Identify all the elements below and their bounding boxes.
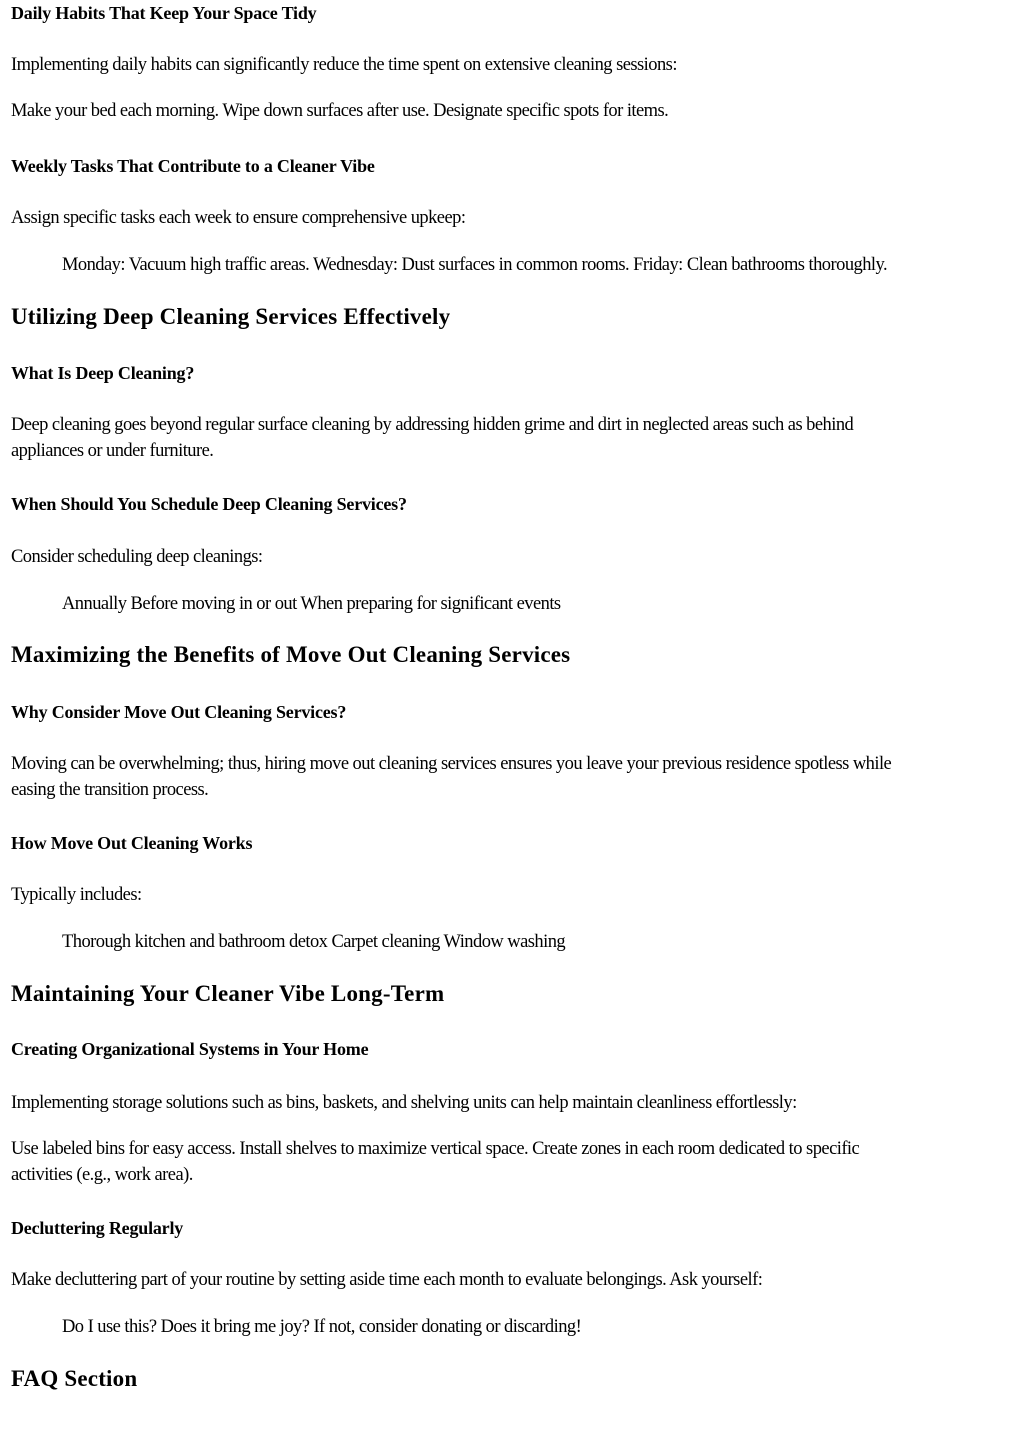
heading-daily-habits: Daily Habits That Keep Your Space Tidy: [11, 3, 317, 23]
heading-what-is-deep-cleaning: What Is Deep Cleaning?: [11, 363, 195, 383]
heading-organizational-systems: Creating Organizational Systems in Your Home: [11, 1039, 369, 1059]
list-move-out-includes: Thorough kitchen and bathroom detox Carpet cleaning Window washing: [62, 932, 566, 952]
paragraph-consider-scheduling: Consider scheduling deep cleanings:: [11, 547, 263, 567]
paragraph-decluttering-routine: Make decluttering part of your routine by setting aside time each month to evaluate belongings. Ask yourself:: [11, 1270, 763, 1290]
heading-weekly-tasks: Weekly Tasks That Contribute to a Cleaner Vibe: [11, 156, 375, 176]
list-weekly-tasks: Monday: Vacuum high traffic areas. Wednesday: Dust surfaces in common rooms. Friday: Clean bathrooms thoroughly.: [62, 255, 888, 275]
paragraph-move-out-line-1: Moving can be overwhelming; thus, hiring move out cleaning services ensures you leave your previous residence spotless while: [11, 754, 892, 774]
list-decluttering-questions: Do I use this? Does it bring me joy? If not, consider donating or discarding!: [62, 1317, 582, 1337]
heading-decluttering-regularly: Decluttering Regularly: [11, 1218, 184, 1238]
paragraph-move-out-line-2: easing the transition process.: [11, 780, 209, 800]
list-scheduling-times: Annually Before moving in or out When preparing for significant events: [62, 594, 561, 614]
paragraph-deep-cleaning-line-2: appliances or under furniture.: [11, 441, 214, 461]
paragraph-storage-solutions: Implementing storage solutions such as bins, baskets, and shelving units can help maintain cleanliness effortlessly:: [11, 1093, 797, 1113]
paragraph-typically-includes: Typically includes:: [11, 885, 142, 905]
heading-why-move-out-cleaning: Why Consider Move Out Cleaning Services?: [11, 702, 347, 722]
paragraph-daily-habits-intro: Implementing daily habits can significantly reduce the time spent on extensive cleaning sessions:: [11, 55, 677, 75]
paragraph-organization-tips-line-1: Use labeled bins for easy access. Install shelves to maximize vertical space. Create zones in each room dedicated to specific: [11, 1139, 860, 1159]
heading-how-move-out-works: How Move Out Cleaning Works: [11, 833, 253, 853]
paragraph-daily-habits-list: Make your bed each morning. Wipe down surfaces after use. Designate specific spots for items.: [11, 101, 669, 121]
paragraph-deep-cleaning-line-1: Deep cleaning goes beyond regular surface cleaning by addressing hidden grime and dirt in neglected areas such as behind: [11, 415, 854, 435]
heading-move-out-cleaning: Maximizing the Benefits of Move Out Cleaning Services: [11, 642, 571, 667]
heading-faq-section: FAQ Section: [11, 1366, 138, 1391]
heading-when-schedule-deep-cleaning: When Should You Schedule Deep Cleaning Services?: [11, 494, 407, 514]
heading-maintaining-cleaner-vibe: Maintaining Your Cleaner Vibe Long-Term: [11, 981, 445, 1006]
paragraph-organization-tips-line-2: activities (e.g., work area).: [11, 1165, 193, 1185]
paragraph-weekly-tasks-intro: Assign specific tasks each week to ensure comprehensive upkeep:: [11, 208, 466, 228]
heading-deep-cleaning-services: Utilizing Deep Cleaning Services Effectively: [11, 304, 451, 329]
